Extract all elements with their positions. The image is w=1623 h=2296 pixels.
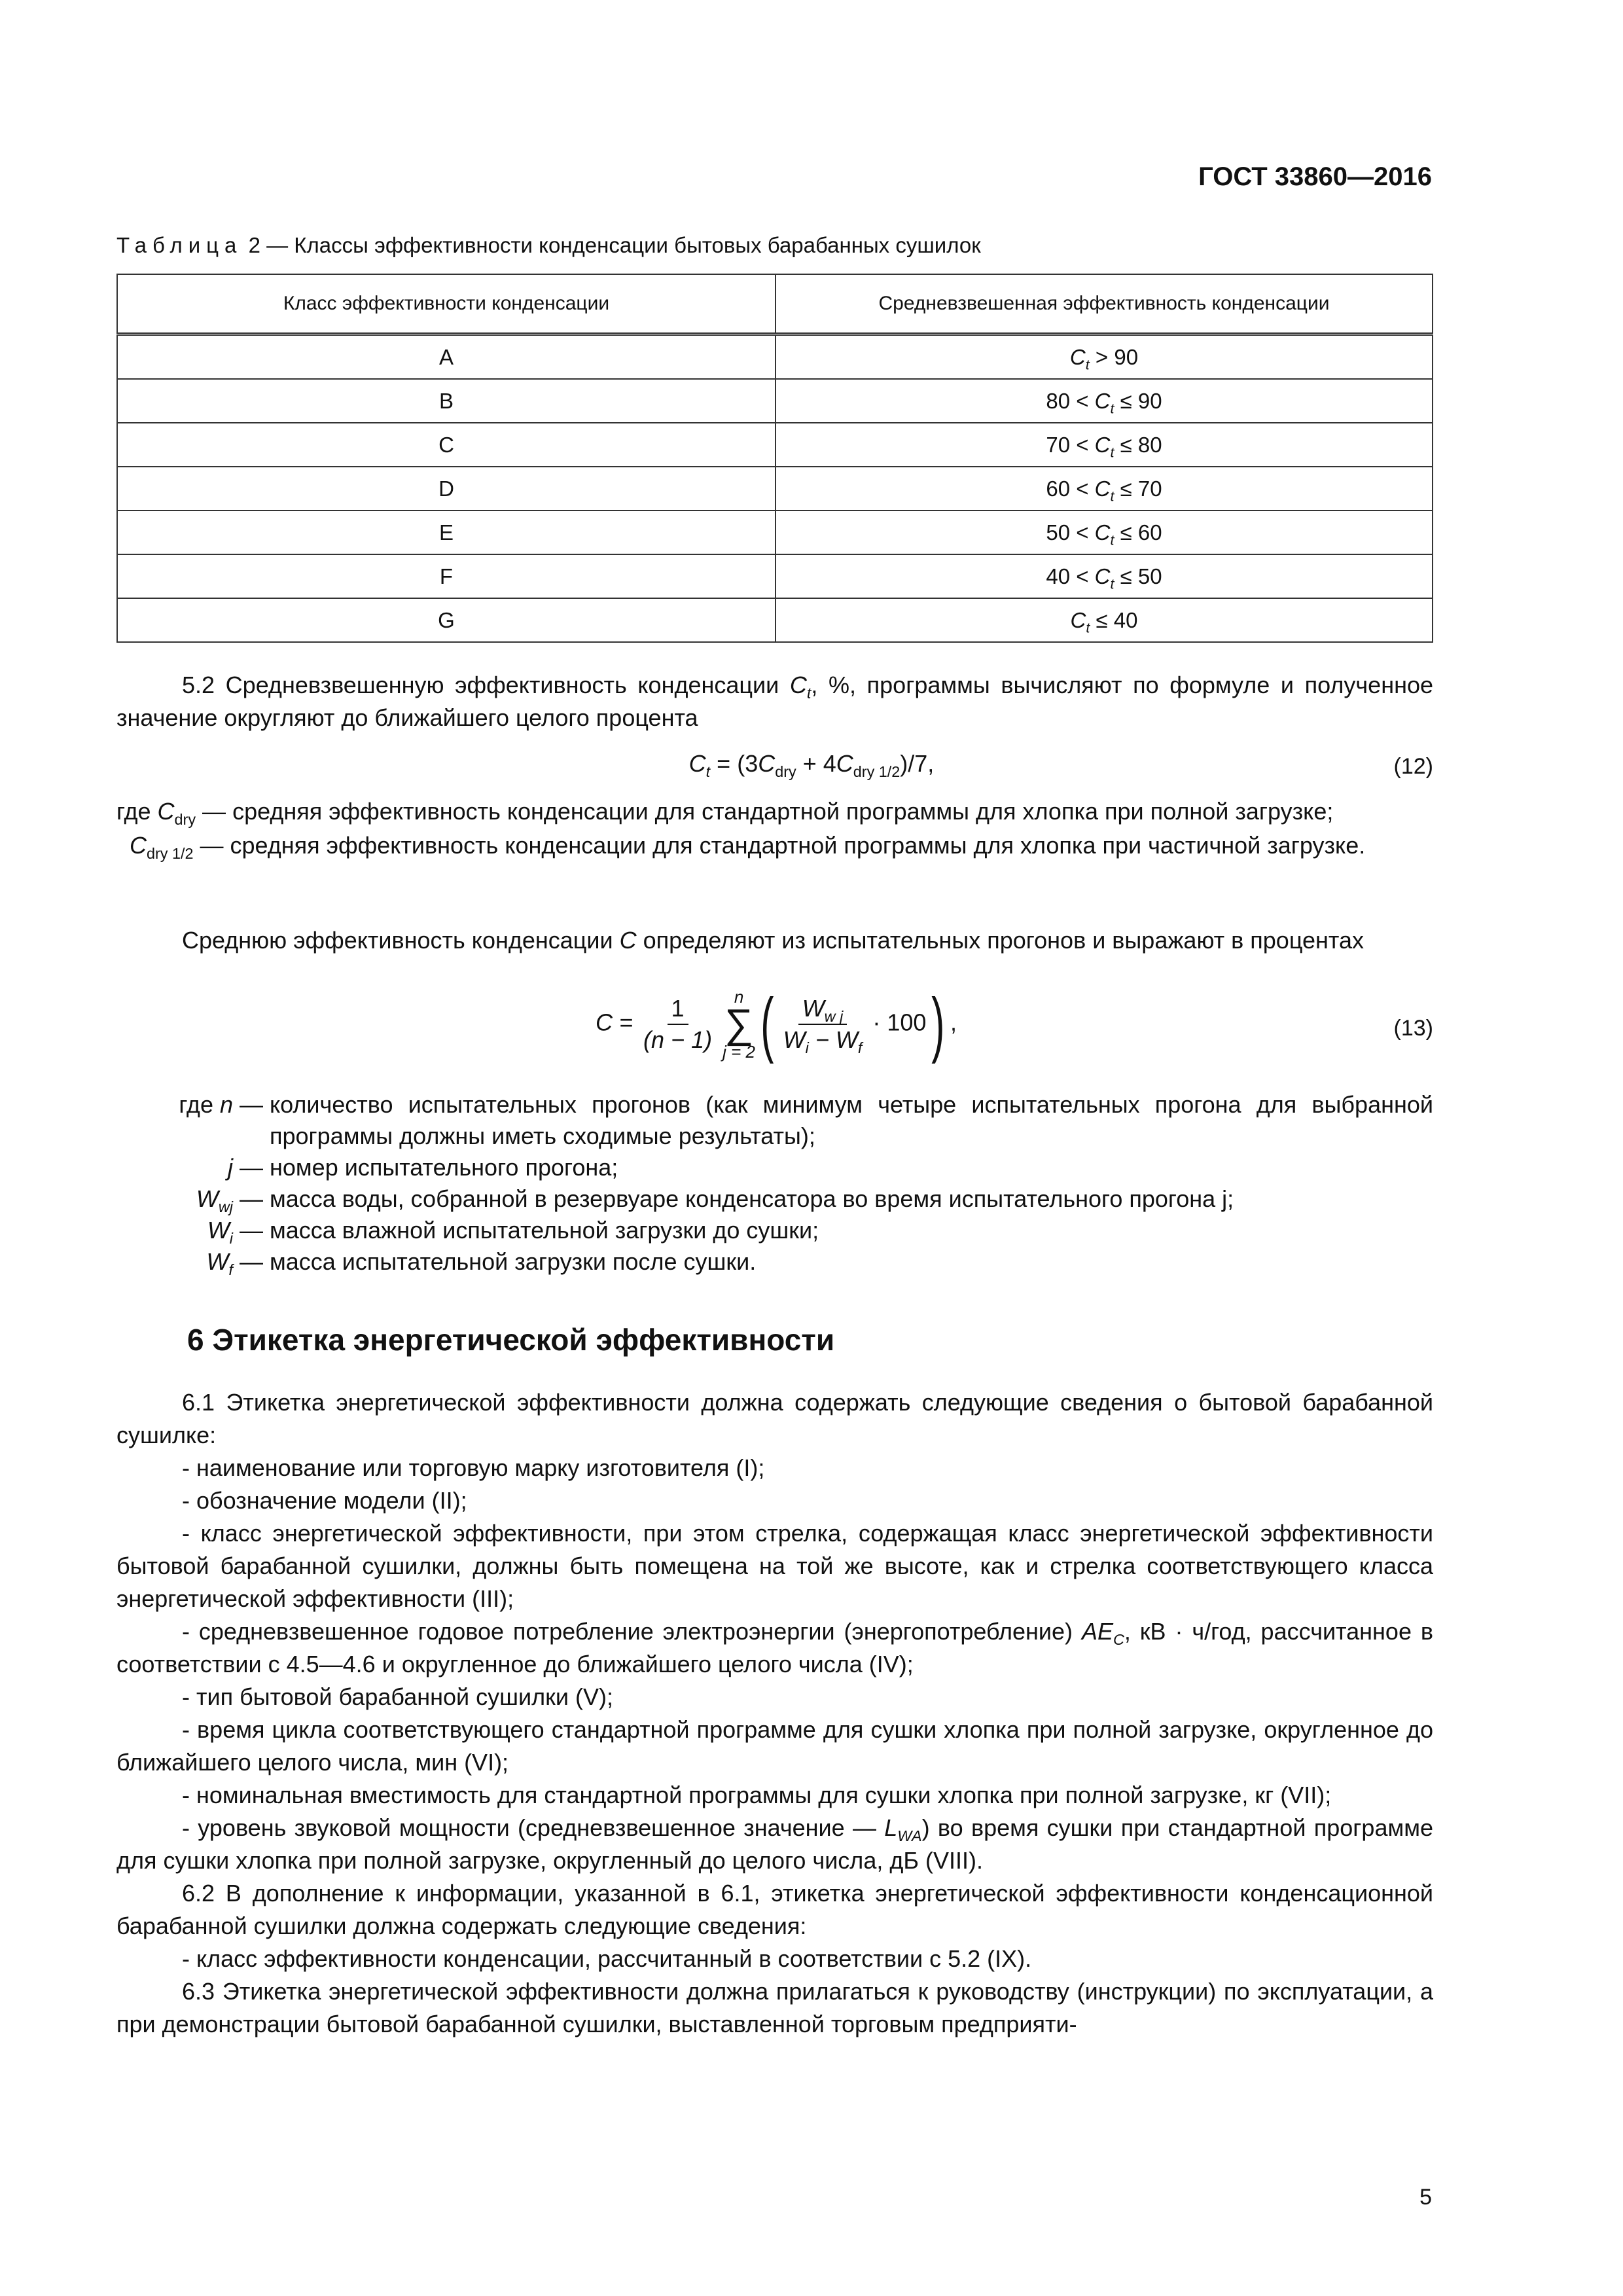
paragraph-mean-efficiency: Среднюю эффективность конденсации C определяют из испытательных прогонов и выражают в процентах (182, 927, 1364, 954)
table-row (117, 379, 1433, 423)
class-cell: E (117, 511, 776, 554)
class-cell: F (117, 554, 776, 598)
list-item: - обозначение модели (II); (182, 1487, 467, 1514)
class-cell: A (117, 334, 776, 380)
table-row (117, 511, 1433, 554)
paragraph-6-2: 6.2 В дополнение к информации, указанной в 6.1, этикетка энергетической эффективности конденсационной барабанной сушилки должна содержать следующие сведения: (116, 1880, 1433, 1939)
list-item: - время цикла соответствующего стандартной программе для сушки хлопка при полной загрузке, округленное до ближайшего целого числа, мин (VI); (116, 1716, 1433, 1776)
table-row (117, 598, 1433, 642)
definition-row: где n — количество испытательных прогонов (как минимум четыре испытательных прогона для выбранной программы должны иметь сходимые результаты); (179, 1091, 1433, 1149)
table-row (117, 423, 1433, 467)
list-item-condensation-class: - класс эффективности конденсации, рассчитанный в соответствии с 5.2 (IX). (182, 1945, 1032, 1972)
fraction-water-mass: $\frac{W_{w j}}{W_i - W_f}$ (783, 995, 863, 1057)
list-item: - наименование или торговую марку изготовителя (I); (182, 1454, 765, 1481)
column-header-class: Класс эффективности конденсации (117, 274, 776, 334)
list-item: - номинальная вместимость для стандартной программы для сушки хлопка при полной загрузке, кг (VII); (182, 1782, 1332, 1808)
condensation-class-table (116, 274, 1433, 643)
range-cell: $60 < C_t \le 70$ (776, 467, 1433, 511)
formula-13: C = $\frac{1}{(n - 1)}$ n ∑ j = 2 ( $\frac{W_{w j}}{W_i - W_f}$ · 100) , (596, 984, 957, 1064)
section-6-heading: 6 Этикетка энергетической эффективности (187, 1323, 835, 1357)
definitions-13 (116, 1089, 1433, 1278)
summation-sign: n ∑ j = 2 (722, 987, 755, 1062)
range-cell: $C_t > 90$ (776, 334, 1433, 380)
class-cell: D (117, 467, 776, 511)
paragraph-6-1: 6.1 Этикетка энергетической эффективности должна содержать следующие сведения о бытовой барабанной сушилке: (116, 1389, 1433, 1448)
paragraph-6-3: 6.3 Этикетка энергетической эффективности должна прилагаться к руководству (инструкции) по эксплуатации, а при демонстрации бытовой барабанной сушилки, выставленной торговым предприяти- (116, 1978, 1433, 2037)
range-cell: $70 < C_t \le 80$ (776, 423, 1433, 467)
class-cell: G (117, 598, 776, 642)
definition-c-dry-half: $C_{dry 1/2}$ — средняя эффективность конденсации для стандартной программы для хлопка при частичной загрузке. (130, 832, 1366, 863)
table-caption-label: Таблица (116, 233, 243, 257)
equation-number-12: (12) (1393, 754, 1433, 779)
list-6-1-part2 (116, 1681, 1433, 1812)
paragraph-5-2 (116, 669, 1433, 734)
paragraph-5-2-text-a: 5.2 Средневзвешенную эффективность конденсации (182, 672, 790, 698)
section-6-body (116, 1386, 1433, 2041)
equation-number-13: (13) (1393, 1016, 1433, 1041)
page-number: 5 (1419, 2185, 1432, 2210)
list-item: - тип бытовой барабанной сушилки (V); (182, 1683, 613, 1710)
definition-row: $W_{wj}$ — масса воды, собранной в резервуаре конденсатора во время испытательного прогона j; (196, 1185, 1234, 1216)
definition-row: $W_f$ — масса испытательной загрузки после сушки. (206, 1248, 757, 1279)
list-item-sound-power: - уровень звуковой мощности (средневзвешенное значение — $L_{WA}$) во время сушки при стандартной программе для сушки хлопка при полной загрузке, округленный до целого числа, дБ (VIII). (116, 1814, 1433, 1874)
range-cell: $80 < C_t \le 90$ (776, 379, 1433, 423)
definition-row: $W_i$ — масса влажной испытательной загрузки до сушки; (207, 1217, 819, 1247)
table-row (117, 334, 1433, 380)
document-code: ГОСТ 33860—2016 (1198, 162, 1432, 191)
column-header-efficiency: Средневзвешенная эффективность конденсации (776, 274, 1433, 334)
definitions-12 (116, 796, 1433, 861)
fraction-one-over-n: $\frac{1}{(n - 1)}$ (643, 995, 713, 1053)
table-row (117, 467, 1433, 511)
definition-c-dry: где $C_{dry}$ — средняя эффективность конденсации для стандартной программы для хлопка при полной загрузке; (116, 798, 1334, 829)
symbol-ct: $C_t$ (789, 672, 812, 702)
table-caption-text: — Классы эффективности конденсации бытовых барабанных сушилок (266, 233, 981, 257)
class-cell: C (117, 423, 776, 467)
list-item: - класс энергетической эффективности, при этом стрелка, содержащая класс энергетической эффективности бытовой барабанной сушилки, должны быть помещена на той же высоте, как и стрелка соответствующего класса энергетической эффективности (III); (116, 1520, 1433, 1612)
range-cell: $C_t \le 40$ (776, 598, 1433, 642)
formula-12: $C_t = (3C_{dry} + 4C_{dry 1/2})/7$, (688, 750, 935, 781)
table-row (117, 554, 1433, 598)
list-6-1-part1 (116, 1452, 1433, 1615)
table-header-row (117, 274, 1433, 334)
definition-row: j — номер испытательного прогона; (228, 1154, 618, 1181)
range-cell: $40 < C_t \le 50$ (776, 554, 1433, 598)
paragraph-5-2-text-b: , %, программы вычисляют по формуле и полученное значение округляют до ближайшего целого процента (116, 672, 1433, 731)
range-cell: $50 < C_t \le 60$ (776, 511, 1433, 554)
table-caption (116, 233, 981, 258)
class-cell: B (117, 379, 776, 423)
list-item-energy-consumption: - средневзвешенное годовое потребление электроэнергии (энергопотребление) $AE_C$, кВ · ч/год, рассчитанное в соответствии с 4.5—4.6 и округленное до ближайшего целого числа (IV); (116, 1618, 1434, 1677)
table-caption-number: 2 (248, 233, 260, 257)
